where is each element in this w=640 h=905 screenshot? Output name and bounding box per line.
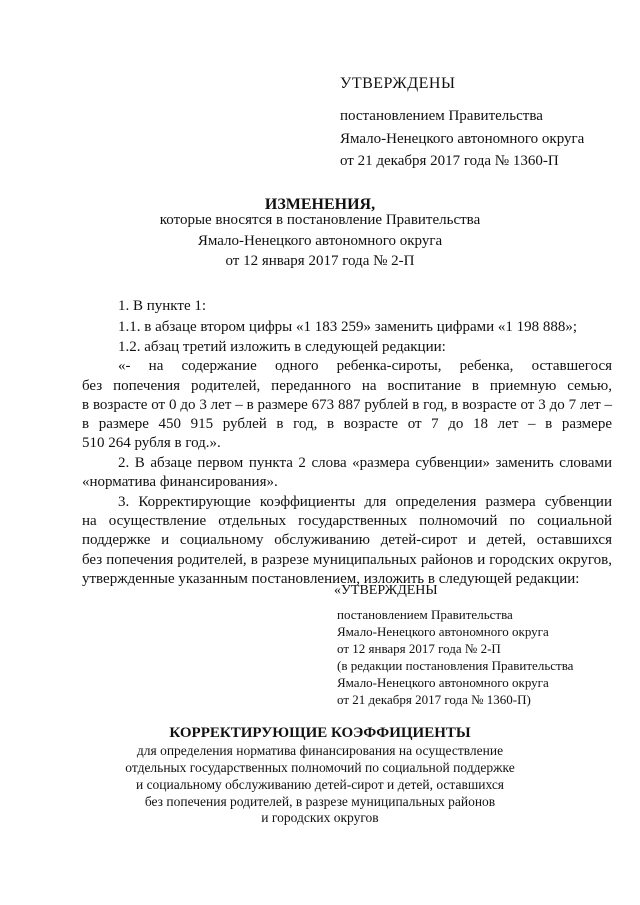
paragraph-2: «норматива финансирования». [82,474,278,490]
paragraph-3: 3. Корректирующие коэффициенты для определения размера субвенции [118,494,612,510]
paragraph-1-2: 1.2. абзац третий изложить в следующей редакции: [118,339,446,355]
quote-line: 510 264 рубля в год.». [82,435,221,451]
quote-line: в размере 450 915 рублей в год, в возрасте от 7 до 18 лет – в размере [82,416,612,432]
quote-line: в возрасте от 0 до 3 лет – в размере 673 887 рублей в год, в возрасте от 3 до 7 лет – [82,397,612,413]
approval-line: Ямало-Ненецкого автономного округа [340,131,585,147]
document-title: ИЗМЕНЕНИЯ, [264,196,376,213]
approval-line: постановлением Правительства [340,108,543,124]
approval-title: УТВЕРЖДЕНЫ [340,75,456,92]
appendix-approval-line: от 21 декабря 2017 года № 1360-П) [337,692,531,707]
paragraph-3: поддержке и социальному обслуживанию детей-сирот и детей, оставшихся [82,532,612,548]
table-subtitle: отдельных государственных полномочий по социальной поддержке [125,760,515,775]
paragraph-3: утвержденные указанным постановлением, изложить в следующей редакции: [82,571,580,587]
paragraph-3: на осуществление отдельных государственных полномочий по социальной [82,513,612,529]
appendix-approval-title: «УТВЕРЖДЕНЫ [334,583,438,598]
document-subtitle: от 12 января 2017 года № 2-П [225,253,415,269]
document-subtitle: Ямало-Ненецкого автономного округа [197,233,443,249]
appendix-approval-line: (в редакции постановления Правительства [337,658,574,673]
table-subtitle: и социальному обслуживанию детей-сирот и детей, оставшихся [135,777,505,792]
paragraph-2: 2. В абзаце первом пункта 2 слова «размера субвенции» заменить словами [118,455,612,471]
table-title: КОРРЕКТИРУЮЩИЕ КОЭФФИЦИЕНТЫ [169,725,471,741]
appendix-approval-line: Ямало-Ненецкого автономного округа [337,624,549,639]
paragraph-3: без попечения родителей, в разрезе муниципальных районов и городских округов, [82,552,612,568]
quote-line: без попечения родителей, переданного на воспитание в приемную семью, [82,378,612,394]
approval-line: от 21 декабря 2017 года № 1360-П [340,153,559,169]
appendix-approval-line: постановлением Правительства [337,607,513,622]
paragraph-1: 1. В пункте 1: [118,298,207,314]
quote-line: «- на содержание одного ребенка-сироты, ребенка, оставшегося [118,358,612,374]
document-subtitle: которые вносятся в постановление Правительства [159,212,481,228]
appendix-approval-line: Ямало-Ненецкого автономного округа [337,675,549,690]
appendix-approval-line: от 12 января 2017 года № 2-П [337,641,501,656]
table-subtitle: без попечения родителей, в разрезе муниципальных районов [144,794,496,809]
paragraph-1-1: 1.1. в абзаце втором цифры «1 183 259» заменить цифрами «1 198 888»; [118,319,578,335]
table-subtitle: и городских округов [261,810,379,825]
table-subtitle: для определения норматива финансирования на осуществление [136,743,504,758]
